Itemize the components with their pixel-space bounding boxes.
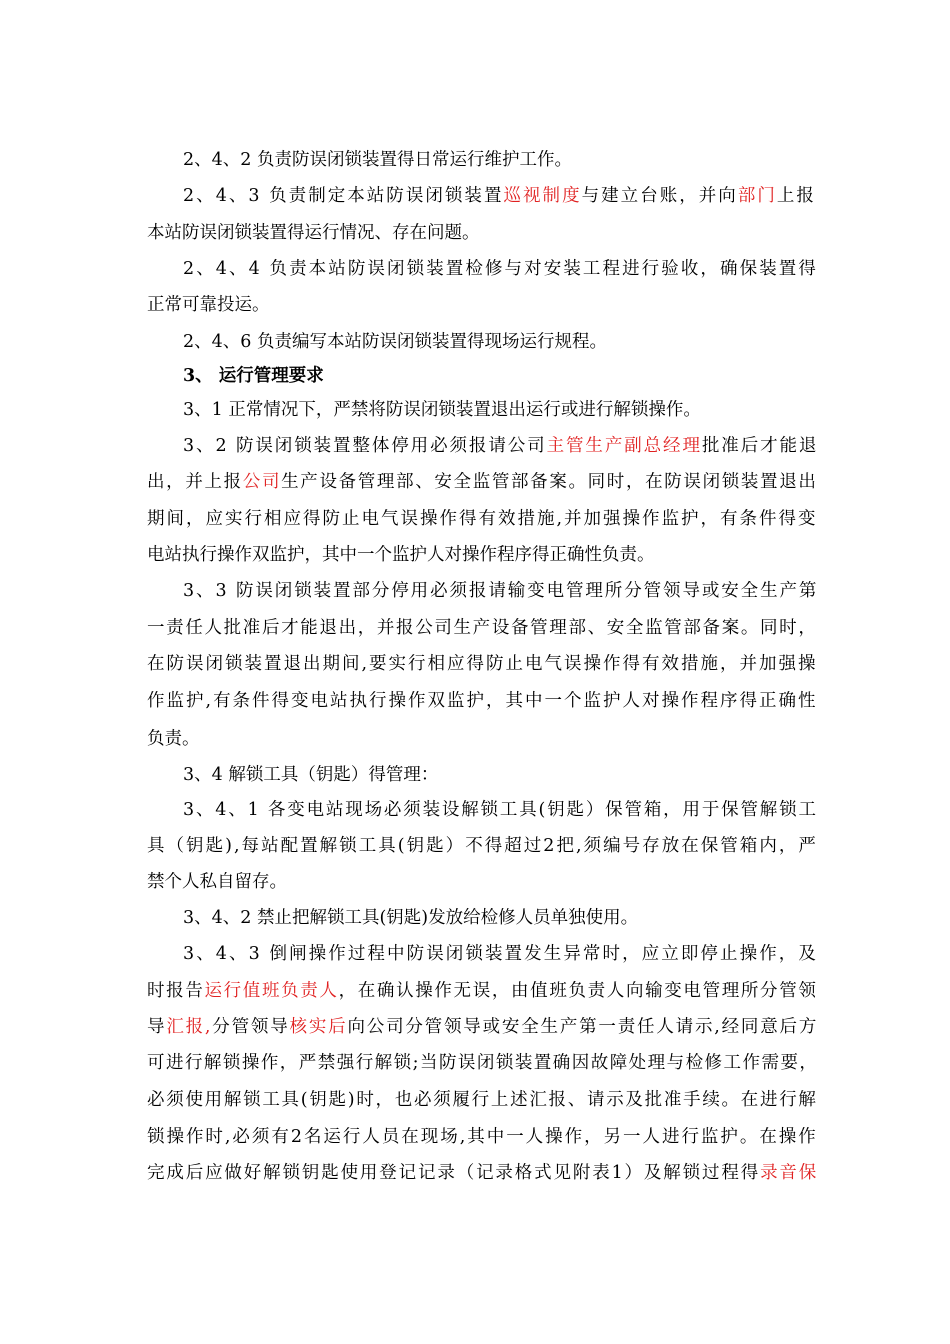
text-segment: 必须使用解锁工具(钥匙)时，也必须履行上述汇报、请示及批准手续。在进行解 — [147, 1090, 818, 1110]
text-segment: 期间，应实行相应得防止电气误操作得有效措施,并加强操作监护，有条件得变 — [147, 509, 818, 529]
text-segment: 2、4、2 负责防误闭锁装置得日常运行维护工作。 — [183, 150, 572, 170]
text-line — [147, 1125, 818, 1149]
text-segment: 一责任人批准后才能退出，并报公司生产设备管理部、安全监管部备案。同时， — [147, 618, 818, 638]
text-segment: 出，并上报 — [147, 472, 243, 492]
text-line — [147, 1051, 818, 1075]
text-segment: 2、4、6 负责编写本站防误闭锁装置得现场运行规程。 — [183, 332, 607, 352]
highlighted-text: 录音保 — [760, 1163, 819, 1183]
text-line — [183, 364, 324, 388]
text-segment: 导 — [147, 1017, 167, 1037]
text-line — [183, 798, 818, 822]
text-segment: 可进行解锁操作，严禁强行解锁;当防误闭锁装置确因故障处理与检修工作需要， — [147, 1053, 819, 1073]
text-segment: 本站防误闭锁装置得运行情况、存在问题。 — [147, 223, 480, 243]
text-segment: 上报 — [776, 186, 816, 206]
section-heading: 3、 运行管理要求 — [183, 366, 324, 386]
text-line — [147, 1161, 818, 1185]
text-segment: 3、3 防误闭锁装置部分停用必须报请输变电管理所分管领导或安全生产第 — [183, 581, 819, 601]
text-segment: 负责。 — [147, 729, 200, 749]
text-segment: 与建立台账，并向 — [581, 186, 738, 206]
highlighted-text: 公司 — [242, 472, 282, 492]
text-segment: 3、1 正常情况下，严禁将防误闭锁装置退出运行或进行解锁操作。 — [183, 400, 701, 420]
text-line — [147, 689, 818, 713]
highlighted-text: 巡视制度 — [503, 186, 582, 206]
text-line — [147, 1015, 818, 1039]
highlighted-text: 运行值班负责人 — [204, 981, 339, 1001]
text-segment: 3、4、2 禁止把解锁工具(钥匙)发放给检修人员单独使用。 — [183, 908, 639, 928]
text-line — [147, 616, 818, 640]
text-segment: 完成后应做好解锁钥匙使用登记记录（记录格式见附表1）及解锁过程得 — [147, 1163, 761, 1183]
text-segment: 3、4 解锁工具（钥匙）得管理： — [183, 765, 439, 785]
text-segment: 批准后才能退 — [701, 436, 819, 456]
highlighted-text: 主管生产副总经理 — [546, 436, 702, 456]
text-line — [147, 470, 818, 494]
highlighted-text: 部门 — [737, 186, 777, 206]
text-line — [147, 870, 287, 894]
text-segment: ，在确认操作无误，由值班负责人向输变电管理所分管领 — [338, 981, 818, 1001]
text-line — [183, 184, 816, 208]
text-line — [183, 906, 638, 930]
text-segment: 生产设备管理部、安全监管部备案。同时，在防误闭锁装置退出 — [281, 472, 818, 492]
text-segment: 2、4、3 负责制定本站防误闭锁装置 — [183, 186, 504, 206]
text-segment: 禁个人私自留存。 — [147, 872, 287, 892]
text-line — [183, 763, 438, 787]
text-segment: 作监护,有条件得变电站执行操作双监护，其中一个监护人对操作程序得正确性 — [147, 691, 818, 711]
text-segment: 在防误闭锁装置退出期间,要实行相应得防止电气误操作得有效措施，并加强操 — [147, 654, 818, 674]
text-line — [183, 942, 818, 966]
text-segment: 向公司分管领导或安全生产第一责任人请示,经同意后方 — [347, 1017, 819, 1037]
text-line — [183, 434, 818, 458]
text-line — [147, 979, 818, 1003]
text-line — [147, 543, 655, 567]
text-segment: 分管领导 — [212, 1017, 290, 1037]
text-line — [147, 1088, 818, 1112]
text-line — [147, 293, 270, 317]
text-segment: 正常可靠投运。 — [147, 295, 270, 315]
highlighted-text: 核实后 — [289, 1017, 348, 1037]
text-line — [183, 148, 572, 172]
text-line — [183, 330, 607, 354]
text-line — [183, 579, 818, 603]
text-segment: 电站执行操作双监护，其中一个监护人对操作程序得正确性负责。 — [147, 545, 655, 565]
text-segment: 时报告 — [147, 981, 205, 1001]
text-line — [183, 398, 701, 422]
text-line — [147, 507, 818, 531]
text-segment: 3、2 防误闭锁装置整体停用必须报请公司 — [183, 436, 547, 456]
text-segment: 2、4、4 负责本站防误闭锁装置检修与对安装工程进行验收，确保装置得 — [183, 259, 818, 279]
text-line — [147, 727, 200, 751]
text-line — [147, 834, 818, 858]
highlighted-text: 汇报, — [166, 1017, 213, 1037]
text-segment: 3、4、3 倒闸操作过程中防误闭锁装置发生异常时，应立即停止操作，及 — [183, 944, 818, 964]
text-line — [147, 221, 480, 245]
text-line — [147, 652, 818, 676]
text-segment: 锁操作时,必须有2名运行人员在现场,其中一人操作，另一人进行监护。在操作 — [147, 1127, 818, 1147]
text-segment: 具（钥匙),每站配置解锁工具(钥匙）不得超过2把,须编号存放在保管箱内，严 — [147, 836, 818, 856]
text-segment: 3、4、1 各变电站现场必须装设解锁工具(钥匙）保管箱，用于保管解锁工 — [183, 800, 818, 820]
text-line — [183, 257, 818, 281]
